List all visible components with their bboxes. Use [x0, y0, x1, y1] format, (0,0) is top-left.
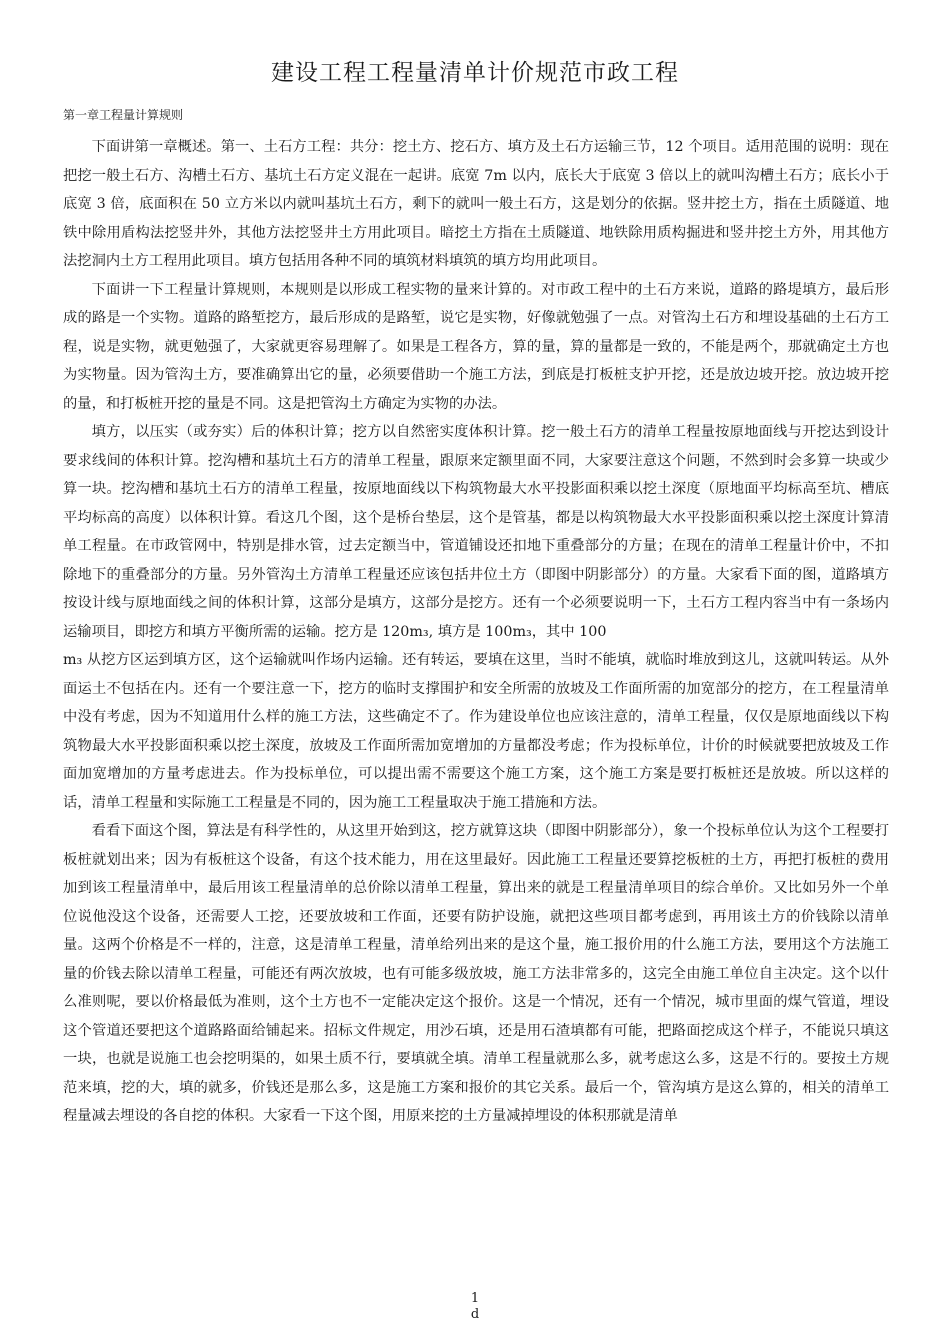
document-title: 建设工程工程量清单计价规范市政工程 — [271, 60, 679, 86]
paragraph-fill-and-excavation: 填方，以压实（或夯实）后的体积计算；挖方以自然密实度体积计算。挖一般土石方的清单工程量按原地面线与开挖达到设计要求线间的体积计算。挖沟槽和基坑土石方的清单工程量，跟原来定额里面不同，大家要注意这个问题，不然到时会多算一块或少算一块。挖沟槽和基坑土石方的清单工程量，按原地面线以下构筑物最大水平投影面积乘以挖土深度（原地面平均标高至坑、槽底平均标高的高度）以体积计算。看这几个图，这个是桥台垫层，这个是管基，都是以构筑物最大水平投影面积乘以挖土深度计算清单工程量。在市政管网中，特别是排水管，过去定额当中，管道铺设还扣地下重叠部分的方量；在现在的清单工程量计价中，不扣除地下的重叠部分的方量。另外管沟土方清单工程量还应该包括井位土方（即图中阴影部分）的方量。大家看下面的图，道路填方按设计线与原地面线之间的体积计算，这部分是填方，这部分是挖方。还有一个必须要说明一下，土石方工程内容当中有一条场内运输项目，即挖方和填方平衡所需的运输。挖方是 120m₃, 填方是 100m₃，其中 100 — [63, 424, 889, 640]
paragraph-overview: 下面讲第一章概述。第一、土石方工程：共分：挖土方、挖石方、填方及土石方运输三节，12 个项目。适用范围的说明：现在把挖一般土石方、沟槽土石方、基坑土石方定义混在一起讲。底宽 7m 以内，底长大于底宽 3 倍以上的就叫沟槽土石方；底长小于底宽 3 倍，底面积在 50 立方米以内就叫基坑土石方，剩下的就叫一般土石方，这是划分的依据。竖井挖土方，指在土质隧道、地铁中除用盾构法挖竖井外，其他方法挖竖井土方用此项目。暗挖土方指在土质隧道、地铁除用质构掘进和竖井挖土方外，用其他方法挖洞内土方工程用此项目。填方包括用各种不同的填筑材料填筑的填方均用此项目。 — [63, 139, 889, 269]
document-body — [63, 133, 889, 1131]
paragraph-pricing-method: 看看下面这个图，算法是有科学性的，从这里开始到这，挖方就算这块（即图中阴影部分），象一个投标单位认为这个工程要打板桩就划出来；因为有板桩这个设备，有这个技术能力，用在这里最好。因此施工工程量还要算挖板桩的土方，再把打板桩的费用加到该工程量清单中，最后用该工程量清单的总价除以清单工程量，算出来的就是工程量清单项目的综合单价。又比如另外一个单位说他没这个设备，还需要人工挖，还要放坡和工作面，还要有防护设施，就把这些项目都考虑到，再用该土方的价钱除以清单量。这两个价格是不一样的，注意，这是清单工程量，清单给列出来的是这个量，施工报价用的什么施工方法，要用这个方法施工量的价钱去除以清单工程量，可能还有两次放坡，也有可能多级放坡，施工方法非常多的，这完全由施工单位自主决定。这个以什么准则呢，要以价格最低为准则，这个土方也不一定能决定这个报价。这是一个情况，还有一个情况，城市里面的煤气管道，埋设这个管道还要把这个道路路面给铺起来。招标文件规定，用沙石填，还是用石渣填都有可能，把路面挖成这个样子，不能说只填这一块，也就是说施工也会挖明渠的，如果土质不行，要填就全填。清单工程量就那么多，就考虑这么多，这是不行的。要按土方规范来填，挖的大，填的就多，价钱还是那么多，这是施工方案和报价的其它关系。最后一个，管沟填方是这么算的，相关的清单工程量减去埋设的各自挖的体积。大家看一下这个图，用原来挖的土方量减掉埋设的体积那就是清单 — [63, 823, 889, 1124]
page-suffix: d — [470, 1307, 480, 1322]
chapter-heading: 第一章工程量计算规则 — [63, 108, 184, 122]
page-number: 1 — [470, 1291, 480, 1306]
paragraph-transport: m₃ 从挖方区运到填方区，这个运输就叫作场内运输。还有转运，要填在这里，当时不能填，就临时堆放到这儿，这就叫转运。从外面运土不包括在内。还有一个要注意一下，挖方的临时支撑围护和安全所需的放坡及工作面所需的加宽部分的挖方，在工程量清单中没有考虑，因为不知道用什么样的施工方法，这些确定不了。作为建设单位也应该注意的，清单工程量，仅仅是原地面线以下构筑物最大水平投影面积乘以挖土深度，放坡及工作面所需加宽增加的方量都没考虑；作为投标单位，计价的时候就要把放坡及工作面加宽增加的方量考虑进去。作为投标单位，可以提出需不需要这个施工方案，这个施工方案是要打板桩还是放坡。所以这样的话，清单工程量和实际施工工程量是不同的，因为施工工程量取决于施工措施和方法。 — [63, 652, 889, 811]
paragraph-calculation-rules: 下面讲一下工程量计算规则，本规则是以形成工程实物的量来计算的。对市政工程中的土石方来说，道路的路堤填方，最后形成的路是一个实物。道路的路堑挖方，最后形成的是路堑，说它是实物，好像就勉强了一点。对管沟土石方和埋设基础的土石方工程，说是实物，就更勉强了，大家就更容易理解了。如果是工程各方，算的量，算的量都是一致的，不能是两个，那就确定土方也为实物量。因为管沟土方，要准确算出它的量，必须要借助一个施工方法，到底是打板桩支护开挖，还是放边坡开挖。放边坡开挖的量，和打板桩开挖的量是不同。这是把管沟土方确定为实物的办法。 — [63, 281, 889, 412]
page-footer — [0, 1291, 950, 1323]
